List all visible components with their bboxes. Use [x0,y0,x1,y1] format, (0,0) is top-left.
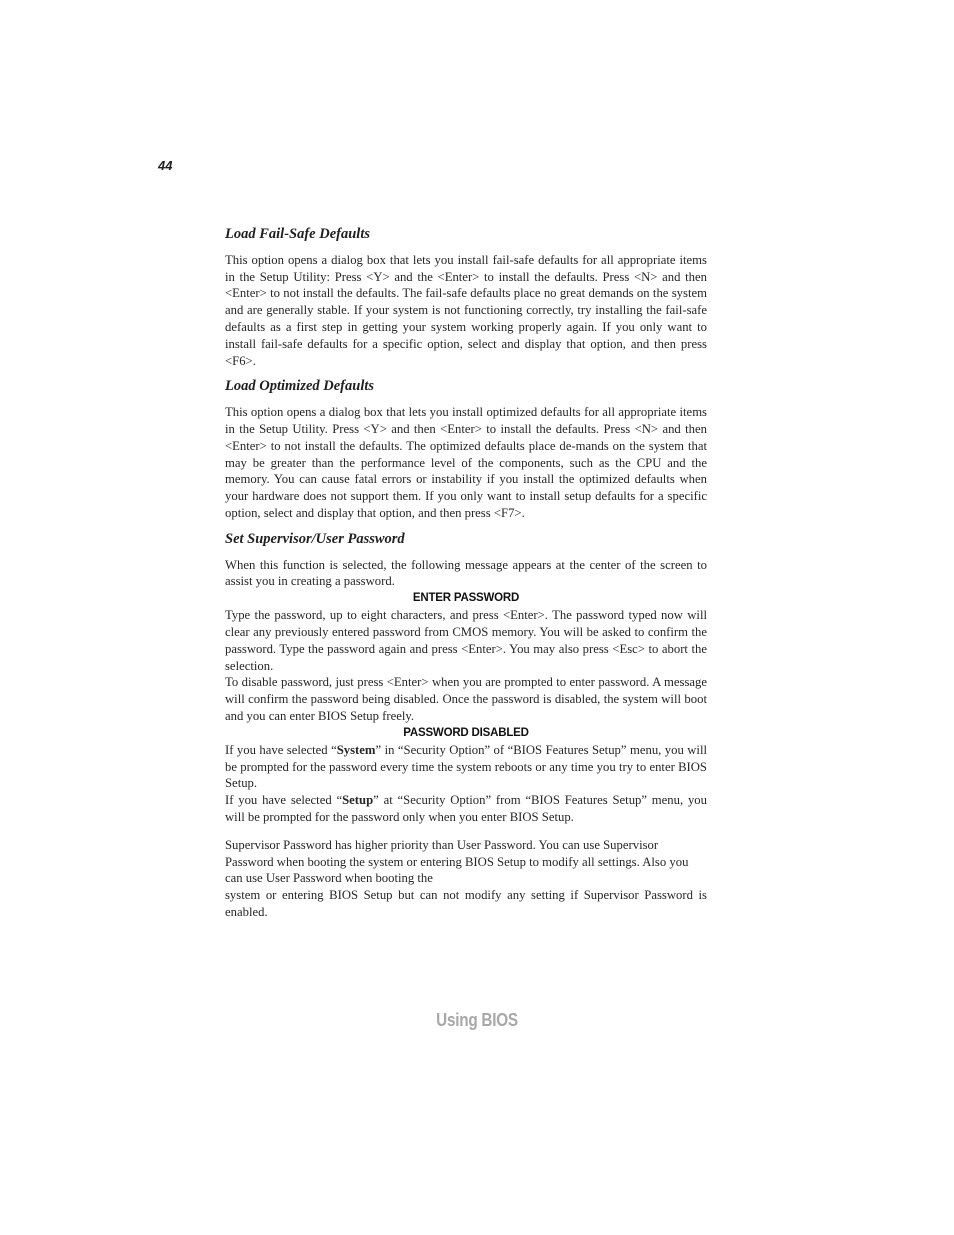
document-body [225,226,707,921]
paragraph-priority-2: system or entering BIOS Setup but can not modify any setting if Supervisor Password is enabled. [225,888,707,919]
setup-post: ” at “Security Option” from “BIOS Features Setup” menu, you will be prompted for the password only when you enter BIOS Setup. [225,793,707,824]
paragraph-password-disable: To disable password, just press <Enter> when you are prompted to enter password. A message will confirm the password being disabled. Once the password is disabled, the system will boot and you can enter BIOS Setup freely. [225,675,707,723]
paragraph-optimized: This option opens a dialog box that lets you install optimized defaults for all appropriate items in the Setup Utility. Press <Y> and then <Enter> to install the defaults. Press <N> and then <Enter> to not install the defaults. The optimized defaults place de-mands on the system that may be greater than the performance level of the components, such as the CPU and the memory. You can cause fatal errors or instability if you install the optimized defaults when your hardware does not support them. If you only want to install setup defaults for a specific option, select and display that option, and then press <F7>. [225,405,707,520]
section-title-failsafe: Load Fail-Safe Defaults [225,226,370,242]
section-title-optimized: Load Optimized Defaults [225,378,375,395]
password-disabled-label: PASSWORD DISABLED [403,726,529,739]
system-post: ” in “Security Option” of “BIOS Features Setup” menu, you will be prompted for the password every time the system reboots or any time you try to enter BIOS Setup. [225,742,707,791]
setup-bold: Setup [342,793,374,808]
paragraph-setup-option [225,792,707,826]
system-pre: If you have selected “ [225,742,337,757]
paragraph-system-option [225,742,707,792]
section-title-password: Set Supervisor/User Password [225,530,405,547]
setup-pre: If you have selected “ [225,793,343,808]
paragraph-priority-1: Supervisor Password has higher priority than User Password. You can use Supervisor Password when booting the system or entering BIOS Setup to modify all settings. Also you can use User Password when booting the [225,837,689,886]
system-bold: System [336,742,376,757]
footer-chapter-title: Using BIOS [436,1010,518,1030]
enter-password-label: ENTER PASSWORD [412,592,520,605]
paragraph-password-type: Type the password, up to eight characters, and press <Enter>. The password typed now will clear any previously entered password from CMOS memory. You will be asked to confirm the password. Type the password again and press <Enter>. You may also press <Esc> to abort the selection. [225,608,707,673]
page-number: 44 [158,158,173,173]
paragraph-failsafe: This option opens a dialog box that lets you install fail-safe defaults for all appropriate items in the Setup Utility: Press <Y> and the <Enter> to install the defaults. Press <N> and then <Enter> to not install the defaults. The fail-safe defaults place no great demands on the system and are generally stable. If your system is not functioning correctly, try installing the fail-safe defaults as a first step in getting your system working properly again. If you only want to install fail-safe defaults for a specific option, select and display that option, and then press <F6>. [225,252,707,368]
paragraph-password-intro: When this function is selected, the following message appears at the center of the screen to assist you in creating a password. [225,557,707,589]
